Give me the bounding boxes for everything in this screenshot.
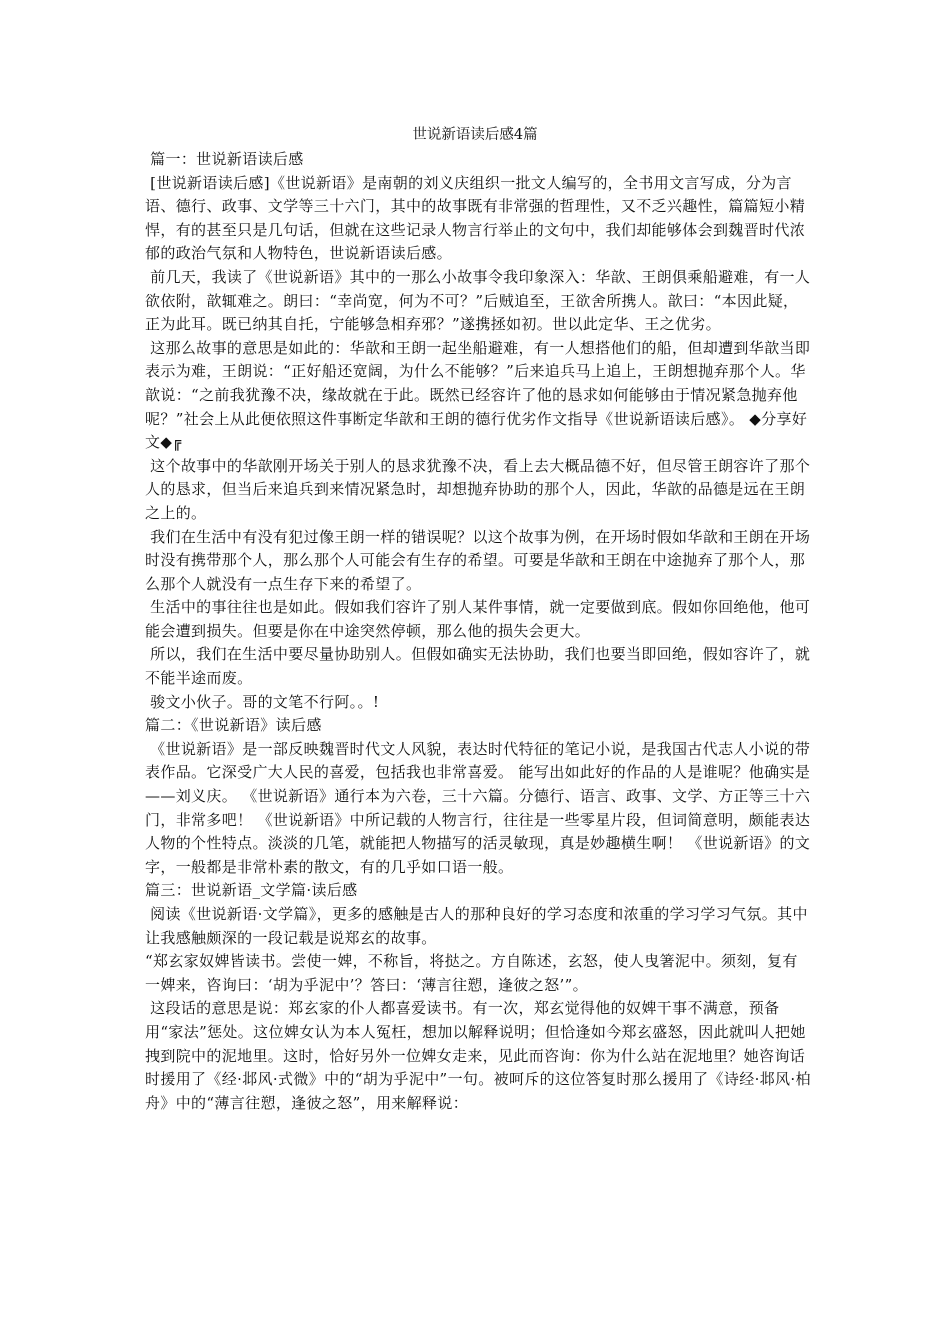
paragraph: 阅读《世说新语·文学篇》，更多的感触是古人的那种良好的学习态度和浓重的学习学习气氛。其中让我感触颇深的一段记载是说郑玄的故事。 (145, 905, 808, 947)
paragraph: 这段话的意思是说：郑玄家的仆人都喜爱读书。有一次，郑玄觉得他的奴婢干事不满意，预备用“家法”惩处。这位婢女认为本人冤枉，想加以解释说明；但恰逢如今郑玄盛怒，因此就叫人把她拽到院中的泥地里。这时，恰好另外一位婢女走来，见此而咨询：你为什么站在泥地里？她咨询话时援用了《经·邶风·式微》中的“胡为乎泥中”一句。被呵斥的这位答复时那么援用了《诗经·邶风·柏舟》中的“薄言往愬，逢彼之怒”，用来解释说： (145, 999, 811, 1112)
paragraph: 我们在生活中有没有犯过像王朗一样的错误呢？以这个故事为例，在开场时假如华歆和王朗在开场时没有携带那个人，那么那个人可能会有生存的希望。可要是华歆和王朗在中途抛弃了那个人，那么那个人就没有一点生存下来的希望了。 (145, 527, 811, 593)
paragraph: 这个故事中的华歆刚开场关于别人的恳求犹豫不决，看上去大概品德不好，但尽管王朗容许了那个人的恳求，但当后来追兵到来情况紧急时，却想抛弃协助的那个人，因此，华歆的品德是远在王朗之上的。 (145, 456, 811, 522)
paragraph: 生活中的事往往也是如此。假如我们容许了别人某件事情，就一定要做到底。假如你回绝他，他可能会遭到损失。但要是你在中途突然停顿，那么他的损失会更大。 (145, 598, 811, 640)
section-heading-1: 篇一：世说新语读后感 (145, 150, 304, 168)
document-body (145, 148, 813, 1115)
paragraph: 所以，我们在生活中要尽量协助别人。但假如确实无法协助，我们也要当即回绝，假如容许了，就不能半途而废。 (145, 645, 811, 688)
section-heading-3: 篇三：世说新语_文学篇·读后感 (145, 881, 358, 900)
paragraph: 这那么故事的意思是如此的：华歆和王朗一起坐船避难，有一人想搭他们的船，但却遭到华歆当即表示为难，王朗说：“正好船还宽阔，为什么不能够？”后来追兵马上追上，王朗想抛弃那个人。华歆说：“之前我犹豫不决，缘故就在于此。既然已经容许了他的恳求如何能够由于情况紧急抛弃他呢？”社会上从此便依照这件事断定华歆和王朗的德行优劣作文指导《世说新语读后感》。 ◆分享好文◆╔ (145, 338, 811, 452)
paragraph: 骏文小伙子。哥的文笔不行阿。。! (145, 692, 380, 711)
paragraph: 前几天，我读了《世说新语》其中的一那么小故事令我印象深入：华歆、王朗俱乘船避难，有一人欲依附，歆辄难之。朗曰：“幸尚宽，何为不可？”后贼追至，王欲舍所携人。歆曰：“本因此疑，正为此耳。既已纳其自托，宁能够急相弃邪？”遂携拯如初。世以此定华、王之优劣。 (145, 267, 811, 334)
document-title: 世说新语读后感4篇 (412, 127, 538, 143)
paragraph: [世说新语读后感]《世说新语》是南朝的刘义庆组织一批文人编写的，全书用文言写成，分为言语、德行、政事、文学等三十六门，其中的故事既有非常强的哲理性，又不乏兴趣性，篇篇短小精悍，有的甚至只是几句话，但就在这些记录人物言行举止的文句中，我们却能够体会到魏晋时代浓郁的政治气氛和人物特色，世说新语读后感。 (145, 173, 806, 263)
section-heading-2: 篇二：《世说新语》读后感 (145, 716, 322, 735)
paragraph: 《世说新语》是一部反映魏晋时代文人风貌，表达时代特征的笔记小说，是我国古代志人小说的带表作品。它深受广大人民的喜爱，包括我也非常喜爱。 能写出如此好的作品的人是谁呢？他确实是——刘义庆。 《世说新语》通行本为六卷，三十六篇。分德行、语言、政事、文学、方正等三十六门，非常多吧！ 《世说新语》中所记载的人物言行，往往是一些零星片段，但词简意明，颇能表达人物的个性特点。淡淡的几笔，就能把人物描写的活灵敏现，真是妙趣横生啊！ 《世说新语》的文字，一般都是非常朴素的散文，有的几乎如口语一般。 (145, 739, 811, 876)
quotation-paragraph: “郑玄家奴婢皆读书。尝使一婢，不称旨，将挞之。方自陈述，玄怒，使人曳箸泥中。须刻，复有一婢来，咨询曰：‘胡为乎泥中’？答曰：‘薄言往愬，逢彼之怒’”。 (145, 952, 798, 994)
